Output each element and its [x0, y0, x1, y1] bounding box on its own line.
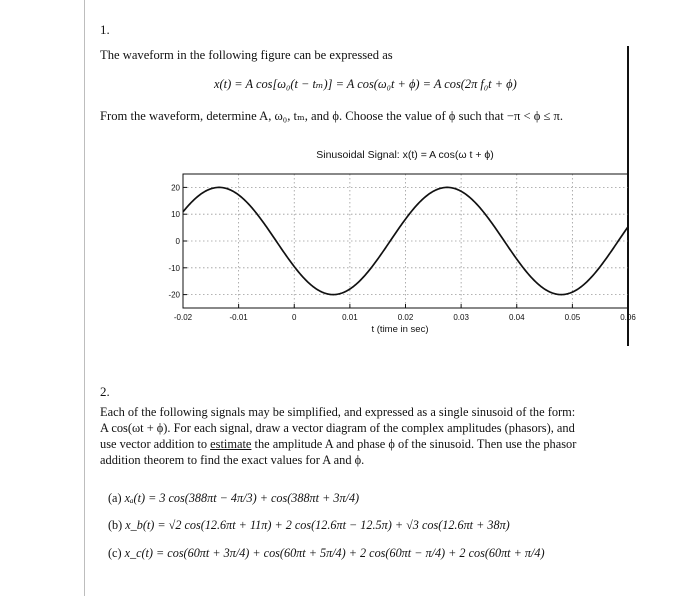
- problem-2-line-1: Each of the following signals may be simplified, and expressed as a single sinusoid of the form:: [100, 405, 576, 419]
- item-a: [108, 491, 359, 506]
- x-tick-label: 0.03: [453, 313, 469, 322]
- x-tick-label: 0.05: [564, 313, 581, 322]
- underlined-word: estimate: [210, 437, 252, 451]
- x-tick-label: -0.01: [229, 313, 248, 322]
- problem-1-equation: x(t) = A cos[ω₀(t − tₘ)] = A cos(ω₀t + ϕ) = A cos(2π f₀t + ϕ): [214, 77, 517, 91]
- x-tick-label: 0.01: [342, 313, 358, 322]
- problem-2-number: 2.: [100, 384, 110, 399]
- chart-title: Sinusoidal Signal: x(t) = A cos(ω t + ϕ): [316, 149, 494, 161]
- item-c: [108, 546, 545, 561]
- chart-ticks: [168, 183, 636, 322]
- y-tick-label: 0: [175, 237, 180, 246]
- item-b: [108, 518, 510, 533]
- x-tick-label: -0.02: [173, 313, 193, 322]
- problem-1-intro: The waveform in the following figure can be expressed as: [100, 48, 393, 62]
- item-a-expression: xₐ(t) = 3 cos(388πt − 4π/3) + cos(388πt + 3π/4): [124, 491, 360, 505]
- y-tick-label: 10: [171, 210, 180, 220]
- problem-2-line-2: A cos(ωt + ϕ). For each signal, draw a vector diagram of the complex amplitudes (phasors), and: [100, 421, 575, 435]
- chart-grid: [183, 174, 628, 308]
- x-tick-label: 0.06: [620, 313, 636, 322]
- item-b-expression: x_b(t) = √2 cos(12.6πt + 11π) + 2 cos(12.6πt − 12.5π) + √3 cos(12.6πt + 38π): [125, 518, 510, 532]
- problem-2-line-3: use vector addition to estimate the amplitude A and phase ϕ of the sinusoid. Then use the phasor: [100, 437, 577, 451]
- x-tick-label: 0.04: [508, 313, 525, 322]
- y-tick-label: -20: [168, 290, 180, 300]
- x-tick-label: 0.02: [397, 313, 414, 322]
- problem-1-number: 1.: [100, 22, 110, 37]
- problem-2-line-4: addition theorem to find the exact values for A and ϕ.: [100, 453, 365, 467]
- problem-1-question: From the waveform, determine A, ω₀, tₘ, and ϕ. Choose the value of ϕ such that −π < ϕ ≤ π.: [100, 109, 564, 123]
- y-tick-label: 20: [171, 183, 180, 193]
- x-tick-label: 0: [292, 313, 297, 322]
- problem-2-paragraph: [100, 404, 646, 468]
- y-tick-label: -10: [168, 263, 180, 273]
- item-a-label: (a): [108, 491, 122, 505]
- item-c-label: (c): [108, 546, 122, 560]
- x-axis-label: t (time in sec): [371, 324, 429, 335]
- item-b-label: (b): [108, 518, 123, 532]
- item-c-expression: x_c(t) = cos(60πt + 3π/4) + cos(60πt + 5π/4) + 2 cos(60πt − π/4) + 2 cos(60πt + π/4): [124, 546, 545, 560]
